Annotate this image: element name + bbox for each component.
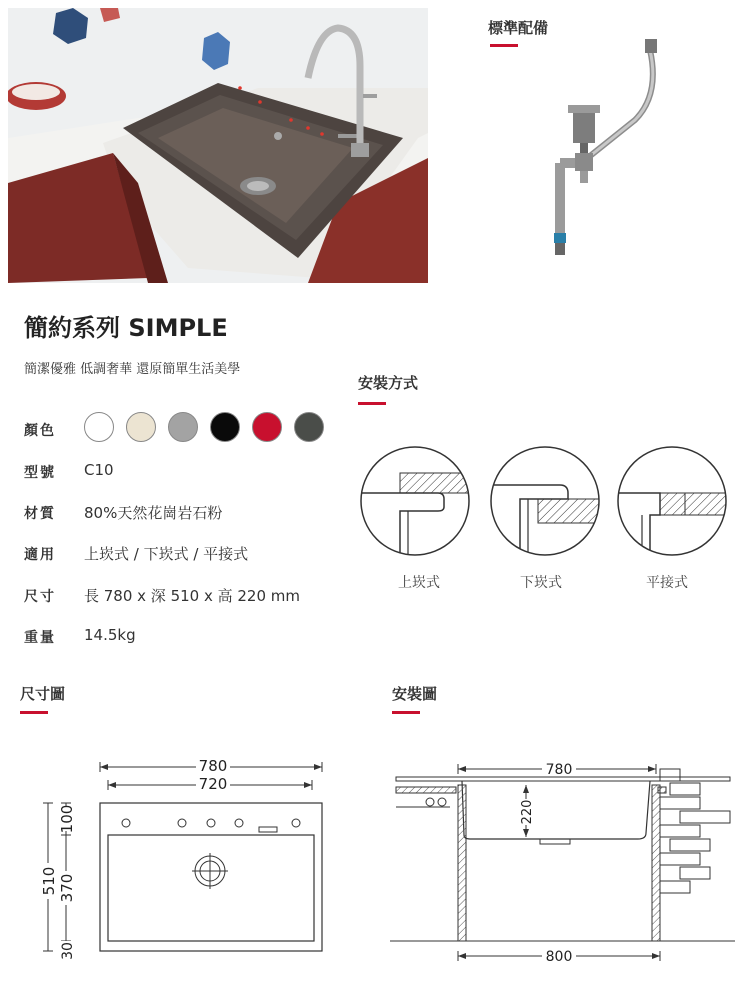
spec-value-applicable: 上崁式 / 下崁式 / 平接式: [84, 545, 249, 563]
install-dim-height: 220: [520, 799, 535, 825]
install-method-underline: [358, 402, 386, 405]
color-swatches: [84, 412, 334, 444]
dim-side-top: 100: [58, 804, 76, 834]
flush-mount-detail: [610, 493, 730, 565]
dim-side-bottom: 30: [60, 942, 76, 960]
install-dim-width: 780: [545, 762, 573, 778]
color-swatch-black[interactable]: [210, 412, 240, 442]
standard-equipment-title: 標準配備: [488, 19, 549, 37]
top-mount-detail: [360, 473, 480, 565]
install-type-top: 上崁式: [398, 575, 440, 591]
color-swatch-white[interactable]: [84, 412, 114, 442]
install-type-flush: 平接式: [646, 575, 688, 591]
spec-label-size: 尺寸: [24, 589, 56, 605]
dim-side-total: 510: [40, 866, 58, 896]
install-methods-diagram: [360, 445, 730, 565]
product-title: 簡約系列 SIMPLE: [24, 314, 228, 342]
dim-top-inner: 720: [198, 775, 228, 793]
install-drawing: [390, 755, 735, 970]
standard-equipment-underline: [490, 44, 518, 47]
install-drawing-underline: [392, 711, 420, 714]
spec-label-weight: 重量: [24, 630, 56, 646]
spec-label-color: 顏色: [24, 423, 56, 439]
color-swatch-beige[interactable]: [126, 412, 156, 442]
spec-label-material: 材質: [24, 506, 56, 522]
dimension-drawing-underline: [20, 711, 48, 714]
install-method-title: 安裝方式: [358, 374, 419, 392]
under-mount-detail: [480, 485, 618, 565]
dim-side-mid: 370: [58, 873, 76, 903]
spec-value-size: 長 780 x 深 510 x 高 220 mm: [84, 587, 301, 605]
spec-value-model: C10: [84, 461, 114, 479]
spec-value-weight: 14.5kg: [84, 626, 136, 644]
color-swatch-grey[interactable]: [168, 412, 198, 442]
color-swatch-red[interactable]: [252, 412, 282, 442]
product-photo: [8, 8, 428, 283]
install-drawing-title: 安裝圖: [392, 685, 438, 703]
spec-label-model: 型號: [24, 465, 56, 481]
spec-value-material: 80%天然花崗岩石粉: [84, 504, 223, 522]
product-tagline: 簡潔優雅 低調奢華 還原簡單生活美學: [24, 362, 241, 377]
dimension-drawing: [30, 745, 350, 965]
spec-label-applicable: 適用: [24, 547, 56, 563]
dimension-drawing-title: 尺寸圖: [20, 685, 66, 703]
drain-kit-illustration: [540, 35, 690, 285]
dim-top-outer: 780: [198, 757, 228, 775]
color-swatch-dark-grey[interactable]: [294, 412, 324, 442]
install-dim-cabinet: 800: [545, 949, 573, 965]
install-type-under: 下崁式: [520, 575, 562, 591]
